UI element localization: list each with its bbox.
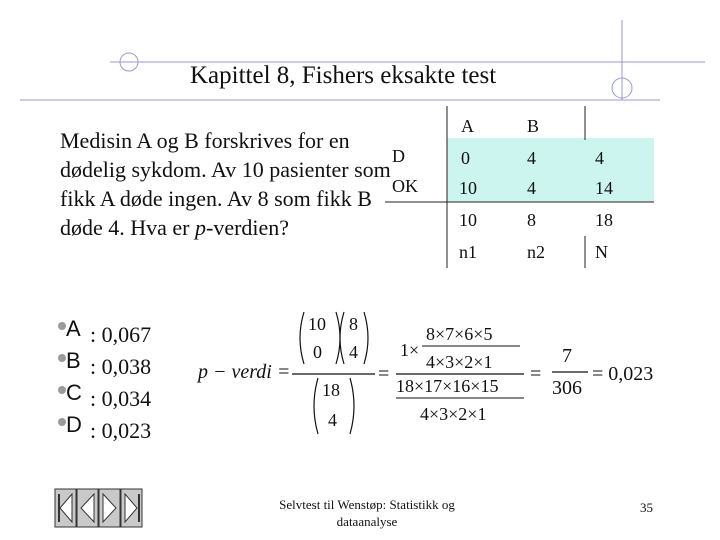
table-cell: 18: [595, 210, 613, 230]
table-cell: N: [595, 242, 608, 262]
formula-lhs: p − verdi =: [198, 361, 291, 383]
nav-first-button[interactable]: [55, 489, 76, 527]
answer-letter: D: [66, 412, 82, 437]
formula-result: = 0,023: [592, 363, 654, 385]
footer-line-2: dataanalyse: [336, 514, 398, 529]
table-cell: 4: [595, 148, 604, 168]
question-body: Medisin A og B forskrives for en dødelig sykdom. Av 10 pasienter som fikk A døde ingen. Av 8 som fikk B døde 4. Hva er: [60, 128, 391, 240]
num-prefix: 1×: [400, 340, 420, 360]
table-cell: 4: [527, 148, 536, 168]
fraction-numerator: 7: [562, 345, 572, 367]
equals-sign-2: =: [530, 363, 542, 385]
nav-prev-button[interactable]: [77, 489, 98, 527]
binom-bracket: [364, 312, 368, 364]
binom2-bottom: 4: [349, 342, 358, 362]
answer-value: : 0,023: [90, 418, 152, 443]
answer-value: : 0,067: [90, 322, 152, 347]
num-top: 8×7×6×5: [426, 324, 493, 344]
page-title: Kapittel 8, Fishers eksakte test: [190, 62, 497, 89]
row-label-d: D: [392, 146, 405, 166]
nav-last-button[interactable]: [121, 489, 142, 527]
answer-value: : 0,034: [90, 386, 152, 411]
binom-bracket: [350, 378, 354, 434]
col-header-b: B: [527, 116, 540, 136]
answer-value: : 0,038: [90, 354, 152, 379]
answer-letter: B: [66, 348, 81, 373]
binom3-top: 18: [322, 380, 340, 400]
question-tail: -verdien?: [206, 215, 290, 240]
table-cell: 10: [459, 210, 477, 230]
binom1-top: 10: [308, 314, 326, 334]
binom3-bottom: 4: [328, 410, 337, 430]
binom-bracket: [300, 312, 304, 364]
table-cell: n1: [459, 242, 477, 262]
table-cell: 10: [459, 178, 477, 198]
equals-sign-1: =: [378, 363, 390, 385]
row-label-ok: OK: [392, 176, 418, 196]
binom-bracket: [314, 378, 318, 434]
table-cell: 14: [595, 178, 613, 198]
footer-text: [252, 496, 482, 530]
binom1-bottom: 0: [313, 342, 322, 362]
table-cell: 0: [461, 148, 470, 168]
answer-letter: A: [66, 316, 81, 341]
num-bottom: 4×3×2×1: [426, 352, 493, 372]
page-number: 35: [640, 500, 653, 515]
den-bottom: 4×3×2×1: [420, 404, 487, 424]
question-italic-p: p: [195, 215, 207, 240]
col-header-a: A: [461, 116, 474, 136]
table-cell: 8: [527, 210, 536, 230]
table-cell: n2: [527, 242, 545, 262]
binom-bracket: [340, 312, 344, 364]
den-top: 18×17×16×15: [396, 376, 499, 396]
answer-letter: C: [66, 380, 82, 405]
binom2-top: 8: [349, 314, 358, 334]
footer-line-1: Selvtest til Wenstøp: Statistikk og: [279, 497, 455, 512]
fraction-denominator: 306: [552, 377, 582, 399]
nav-next-button[interactable]: [99, 489, 120, 527]
table-cell: 4: [527, 178, 536, 198]
slide-nav: [54, 488, 144, 528]
